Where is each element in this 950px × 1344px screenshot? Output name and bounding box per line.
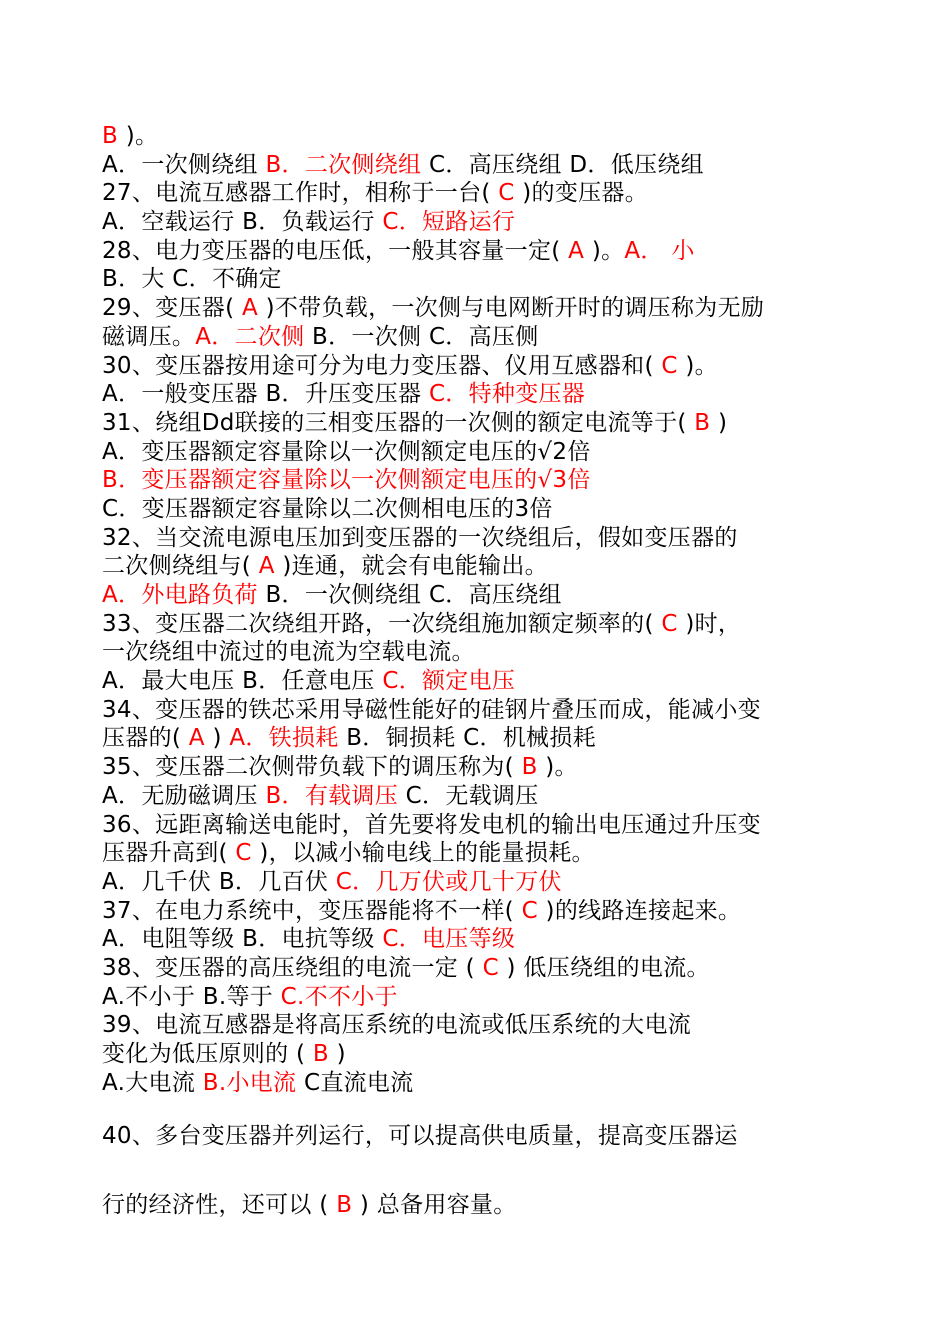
question-text: 一次绕组中流过的电流为空载电流。 — [102, 639, 475, 666]
question-text: 40、多台变压器并列运行，可以提高供电质量，提高变压器运 — [102, 1123, 738, 1150]
text-line — [102, 1069, 862, 1098]
text-line — [102, 1040, 862, 1069]
answer-text: A．铁损耗 — [229, 725, 339, 752]
question-text: A.大电流 — [102, 1069, 203, 1096]
text-line — [102, 868, 862, 897]
question-text: 35、变压器二次侧带负载下的调压称为( — [102, 754, 522, 781]
question-text: C．无载调压 — [398, 782, 539, 809]
question-text: 压器升高到( — [102, 840, 236, 867]
answer-text: B．变压器额定容量除以一次侧额定电压的√3倍 — [102, 467, 591, 494]
answer-text: C.不不小于 — [280, 983, 398, 1010]
question-text: )。 — [118, 123, 159, 149]
answer-text: A — [241, 295, 258, 322]
answer-text: A． 小 — [624, 237, 695, 264]
text-line — [102, 696, 862, 725]
text-line — [102, 151, 862, 180]
question-text: A.不小于 B.等于 — [102, 983, 281, 1010]
question-text: 36、远距离输送电能时，首先要将发电机的输出电压通过升压变 — [102, 811, 761, 838]
text-line — [102, 811, 862, 840]
question-text: ) 总备用容量。 — [352, 1192, 517, 1219]
question-text: A．无励磁调压 — [102, 782, 266, 809]
answer-text: C — [498, 180, 515, 207]
text-line — [102, 409, 862, 438]
text-line — [102, 1191, 862, 1220]
question-text: A．几千伏 B．几百伏 — [102, 868, 336, 895]
answer-text: B — [312, 1041, 329, 1067]
text-line — [102, 552, 862, 581]
question-text: )，以减小输电线上的能量损耗。 — [251, 840, 595, 867]
question-text: 磁调压。 — [102, 323, 196, 350]
question-text: 32、当交流电源电压加到变压器的一次绕组后，假如变压器的 — [102, 524, 738, 551]
answer-text: A．二次侧 — [195, 323, 305, 350]
question-text: 28、电力变压器的电压低，一般其容量一定( — [102, 237, 569, 264]
text-line — [102, 753, 862, 782]
question-text: 变化为低压原则的 ( — [102, 1041, 313, 1067]
text-line — [102, 782, 862, 811]
answer-text: C — [521, 897, 538, 924]
answer-text: C．额定电压 — [382, 668, 516, 695]
text-line — [102, 294, 862, 323]
text-line — [102, 724, 862, 753]
question-text: 压器的( — [102, 725, 189, 752]
question-text: 27、电流互感器工作时，相称于一台( — [102, 180, 499, 207]
text-line — [102, 323, 862, 352]
text-line — [102, 581, 862, 610]
text-line — [102, 610, 862, 639]
answer-text: A — [258, 553, 275, 580]
question-text: )的变压器。 — [514, 180, 649, 207]
text-line — [102, 208, 862, 237]
text-line — [102, 380, 862, 409]
answer-text: C — [235, 840, 252, 867]
answer-text: B.小电流 — [202, 1069, 297, 1096]
question-text: 行的经济性，还可以 ( — [102, 1192, 337, 1219]
question-text: )不带负载，一次侧与电网断开时的调压称为无励 — [258, 295, 765, 322]
question-text: ) 低压绕组的电流。 — [498, 954, 710, 981]
question-text: C直流电流 — [296, 1069, 414, 1096]
question-text: C．变压器额定容量除以二次侧相电压的3倍 — [102, 495, 553, 522]
answer-text: B — [521, 754, 538, 781]
text-line — [102, 925, 862, 954]
answer-text: B — [336, 1192, 353, 1219]
text-line — [102, 983, 862, 1012]
question-text: 30、变压器按用途可分为电力变压器、仪用互感器和( — [102, 352, 662, 379]
text-line — [102, 954, 862, 983]
question-text: ) — [329, 1041, 346, 1067]
question-text: A．变压器额定容量除以一次侧额定电压的√2倍 — [102, 438, 591, 465]
answer-text: B — [694, 409, 711, 436]
question-text: )。 — [677, 352, 718, 379]
question-text: 二次侧绕组与( — [102, 553, 259, 580]
question-text: ) — [710, 409, 728, 436]
question-text: )时， — [677, 610, 742, 637]
question-text: 37、在电力系统中，变压器能将不一样( — [102, 897, 522, 924]
question-text: B．铜损耗 C．机械损耗 — [338, 725, 596, 752]
text-line — [102, 237, 862, 266]
question-text: 29、变压器( — [102, 295, 242, 322]
question-text: A．电阻等级 B．电抗等级 — [102, 926, 383, 953]
exam-answer-text — [102, 122, 862, 1220]
question-text: 39、电流互感器是将高压系统的电流或低压系统的大电流 — [102, 1012, 692, 1039]
answer-text: B．二次侧绕组 — [265, 151, 422, 178]
answer-text: C．短路运行 — [382, 209, 516, 236]
answer-text: B — [102, 123, 119, 149]
question-text: ) — [204, 725, 230, 752]
question-text: 34、变压器的铁芯采用导磁性能好的硅钢片叠压而成，能减小变 — [102, 696, 761, 723]
text-line — [102, 839, 862, 868]
text-line — [102, 265, 862, 294]
question-text: C．高压绕组 D．低压绕组 — [421, 151, 704, 178]
answer-text: C．几万伏或几十万伏 — [335, 868, 562, 895]
question-text: 38、变压器的高压绕组的电流一定 ( — [102, 954, 483, 981]
text-line — [102, 438, 862, 467]
question-text: A．空载运行 B．负载运行 — [102, 209, 383, 236]
question-text: )。 — [537, 754, 578, 781]
answer-text: C．特种变压器 — [428, 381, 586, 408]
paragraph-spacing — [102, 1097, 862, 1122]
question-text: A．一次侧绕组 — [102, 151, 266, 178]
text-line — [102, 122, 862, 151]
text-line — [102, 897, 862, 926]
question-text: 31、绕组Dd联接的三相变压器的一次侧的额定电流等于( — [102, 409, 695, 436]
question-text: )的线路连接起来。 — [537, 897, 742, 924]
answer-text: C — [482, 954, 499, 981]
answer-text: A．外电路负荷 — [102, 582, 258, 608]
question-text: )连通，就会有电能输出。 — [274, 553, 548, 580]
answer-text: A — [188, 725, 205, 752]
text-line — [102, 667, 862, 696]
text-line — [102, 638, 862, 667]
question-text: B．大 C．不确定 — [102, 266, 282, 293]
answer-text: C — [661, 610, 678, 637]
paragraph-spacing — [102, 1151, 862, 1191]
question-text: A．最大电压 B．任意电压 — [102, 668, 383, 695]
text-line — [102, 466, 862, 495]
question-text: B．一次侧绕组 C．高压绕组 — [257, 582, 562, 608]
question-text: A．一般变压器 B．升压变压器 — [102, 381, 429, 408]
text-line — [102, 179, 862, 208]
text-line — [102, 524, 862, 553]
text-line — [102, 1011, 862, 1040]
question-text: B．一次侧 C．高压侧 — [304, 323, 539, 350]
text-line — [102, 1122, 862, 1151]
text-line — [102, 352, 862, 381]
answer-text: A — [568, 237, 585, 264]
question-text: 33、变压器二次绕组开路，一次绕组施加额定频率的( — [102, 610, 662, 637]
question-text: )。 — [584, 237, 625, 264]
answer-text: C — [661, 352, 678, 379]
answer-text: B．有载调压 — [265, 782, 399, 809]
text-line — [102, 495, 862, 524]
answer-text: C．电压等级 — [382, 926, 516, 953]
